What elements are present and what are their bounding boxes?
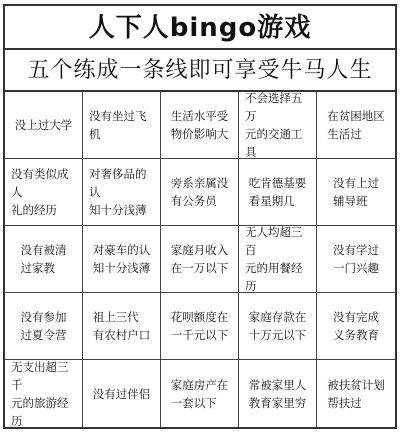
bingo-cell: 生活水平受 物价影响大	[161, 92, 239, 159]
page-title: 人下人bingo游戏	[5, 6, 395, 50]
bingo-cell: 家庭月收入 在一万以下	[161, 226, 239, 293]
bingo-cell: 没有学过 一门兴趣	[317, 226, 395, 293]
bingo-cell: 没有过伴侣	[83, 360, 161, 427]
bingo-cell: 没有被清 过家教	[5, 226, 83, 293]
bingo-cell: 无支出超三千 元的旅游经历	[5, 360, 83, 427]
bingo-cell: 吃肯德基要 看星期几	[239, 159, 317, 226]
bingo-cell: 没上过大学	[5, 92, 83, 159]
bingo-cell: 祖上三代 有农村户口	[83, 293, 161, 360]
bingo-cell: 家庭存款在 十万元以下	[239, 293, 317, 360]
bingo-cell: 旁系亲属没 有公务员	[161, 159, 239, 226]
bingo-cell: 不会选择五万 元的交通工具	[239, 92, 317, 159]
bingo-cell: 对豪车的认 知十分浅薄	[83, 226, 161, 293]
bingo-cell: 没有类似成人 礼的经历	[5, 159, 83, 226]
bingo-cell: 常被家里人 教育家里穷	[239, 360, 317, 427]
page-subtitle: 五个练成一条线即可享受牛马人生	[5, 50, 395, 92]
bingo-cell: 在贫困地区 生活过	[317, 92, 395, 159]
bingo-cell: 对奢侈品的认 知十分浅薄	[83, 159, 161, 226]
bingo-cell: 无人均超三百 元的用餐经历	[239, 226, 317, 293]
bingo-cell: 家庭房产在 一套以下	[161, 360, 239, 427]
bingo-grid	[5, 92, 395, 427]
bingo-cell: 没有参加 过夏令营	[5, 293, 83, 360]
bingo-cell: 没有坐过飞机	[83, 92, 161, 159]
bingo-cell: 没有完成 义务教育	[317, 293, 395, 360]
bingo-cell: 被扶贫计划 帮扶过	[327, 377, 385, 410]
bingo-cell: 没有上过 辅导班	[317, 159, 395, 226]
bingo-cell: 花呗额度在 一千元以下	[161, 293, 239, 360]
bingo-card	[3, 4, 397, 429]
